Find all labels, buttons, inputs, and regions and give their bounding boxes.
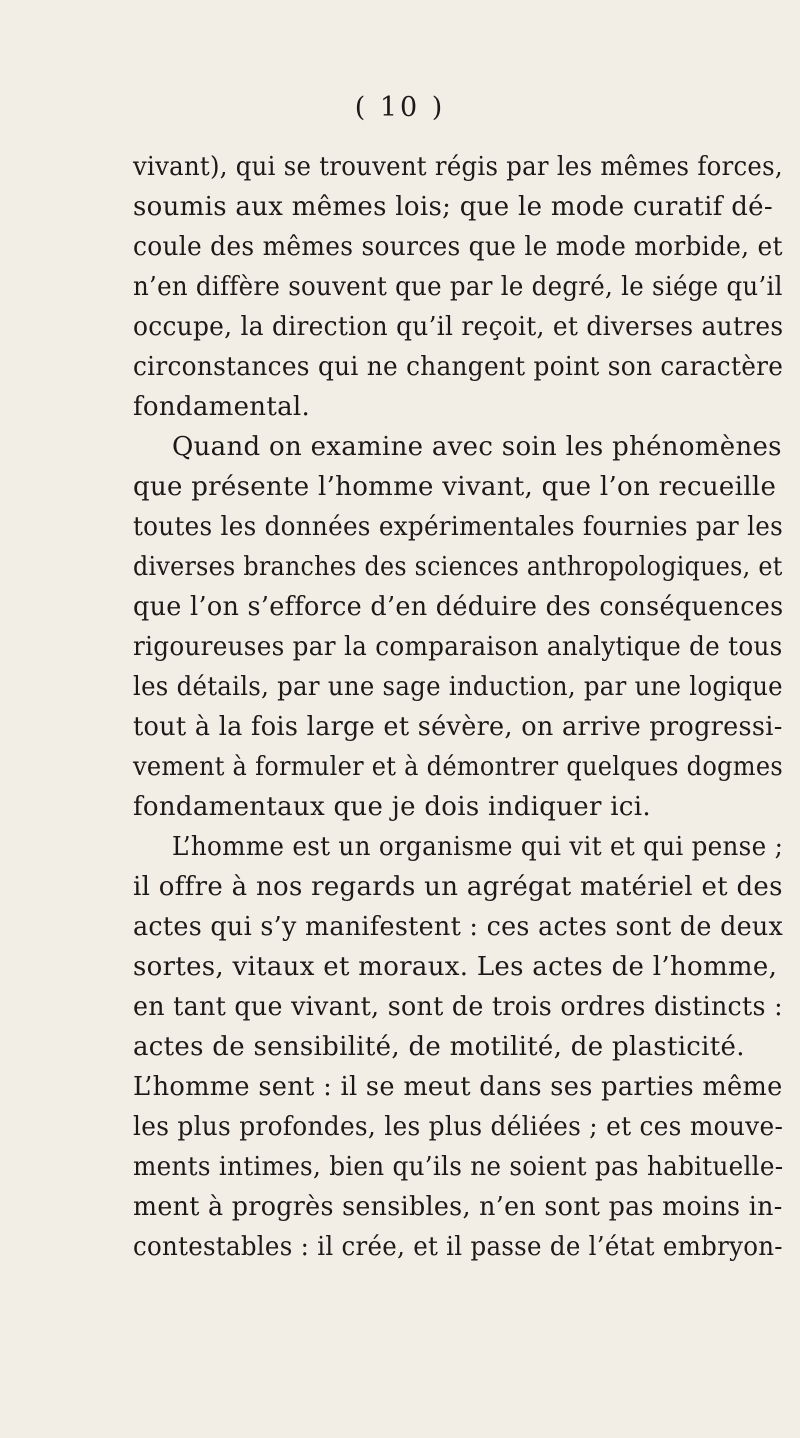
text-line: L’homme sent : il se meut dans ses parties même [133,1072,783,1102]
text-line: les détails, par une sage induction, par une logique [133,672,783,702]
text-line: n’en diffère souvent que par le degré, le siége qu’il [133,272,783,302]
text-line: actes de sensibilité, de motilité, de plasticité. [133,1032,745,1062]
text-line: soumis aux mêmes lois; que le mode curatif dé- [133,192,773,222]
text-line: fondamental. [133,392,311,422]
text-line: Quand on examine avec soin les phénomènes [172,432,782,462]
text-line: en tant que vivant, sont de trois ordres distincts : [133,992,783,1022]
text-line: tout à la fois large et sévère, on arrive progressi- [133,712,783,742]
text-line: circonstances qui ne changent point son caractère [133,352,784,382]
text-line: les plus profondes, les plus déliées ; et ces mouve- [133,1112,784,1142]
text-line: toutes les données expérimentales fournies par les [133,512,784,542]
text-line: ments intimes, bien qu’ils ne soient pas habituelle- [133,1152,784,1182]
text-line: ment à progrès sensibles, n’en sont pas moins in- [133,1192,783,1222]
text-line: sortes, vitaux et moraux. Les actes de l’homme, [133,952,778,982]
text-line: vement à formuler et à démontrer quelques dogmes [133,752,783,782]
text-line: rigoureuses par la comparaison analytique de tous [133,632,783,662]
text-line: fondamentaux que je dois indiquer ici. [133,792,651,822]
text-line: il offre à nos regards un agrégat matériel et des [133,872,783,902]
text-line: actes qui s’y manifestent : ces actes sont de deux [133,912,784,942]
text-line: que présente l’homme vivant, que l’on recueille [133,472,777,502]
text-line: L’homme est un organisme qui vit et qui pense ; [172,832,784,862]
text-line: diverses branches des sciences anthropologiques, et [133,552,783,582]
text-line: occupe, la direction qu’il reçoit, et diverses autres [133,312,784,342]
page-number: ( 10 ) [354,92,446,123]
text-line: que l’on s’efforce d’en déduire des conséquences [133,592,784,622]
text-line: coule des mêmes sources que le mode morbide, et [133,232,783,262]
text-line: vivant), qui se trouvent régis par les mêmes forces, [133,152,783,182]
text-line: contestables : il crée, et il passe de l’état embryon- [133,1232,783,1262]
